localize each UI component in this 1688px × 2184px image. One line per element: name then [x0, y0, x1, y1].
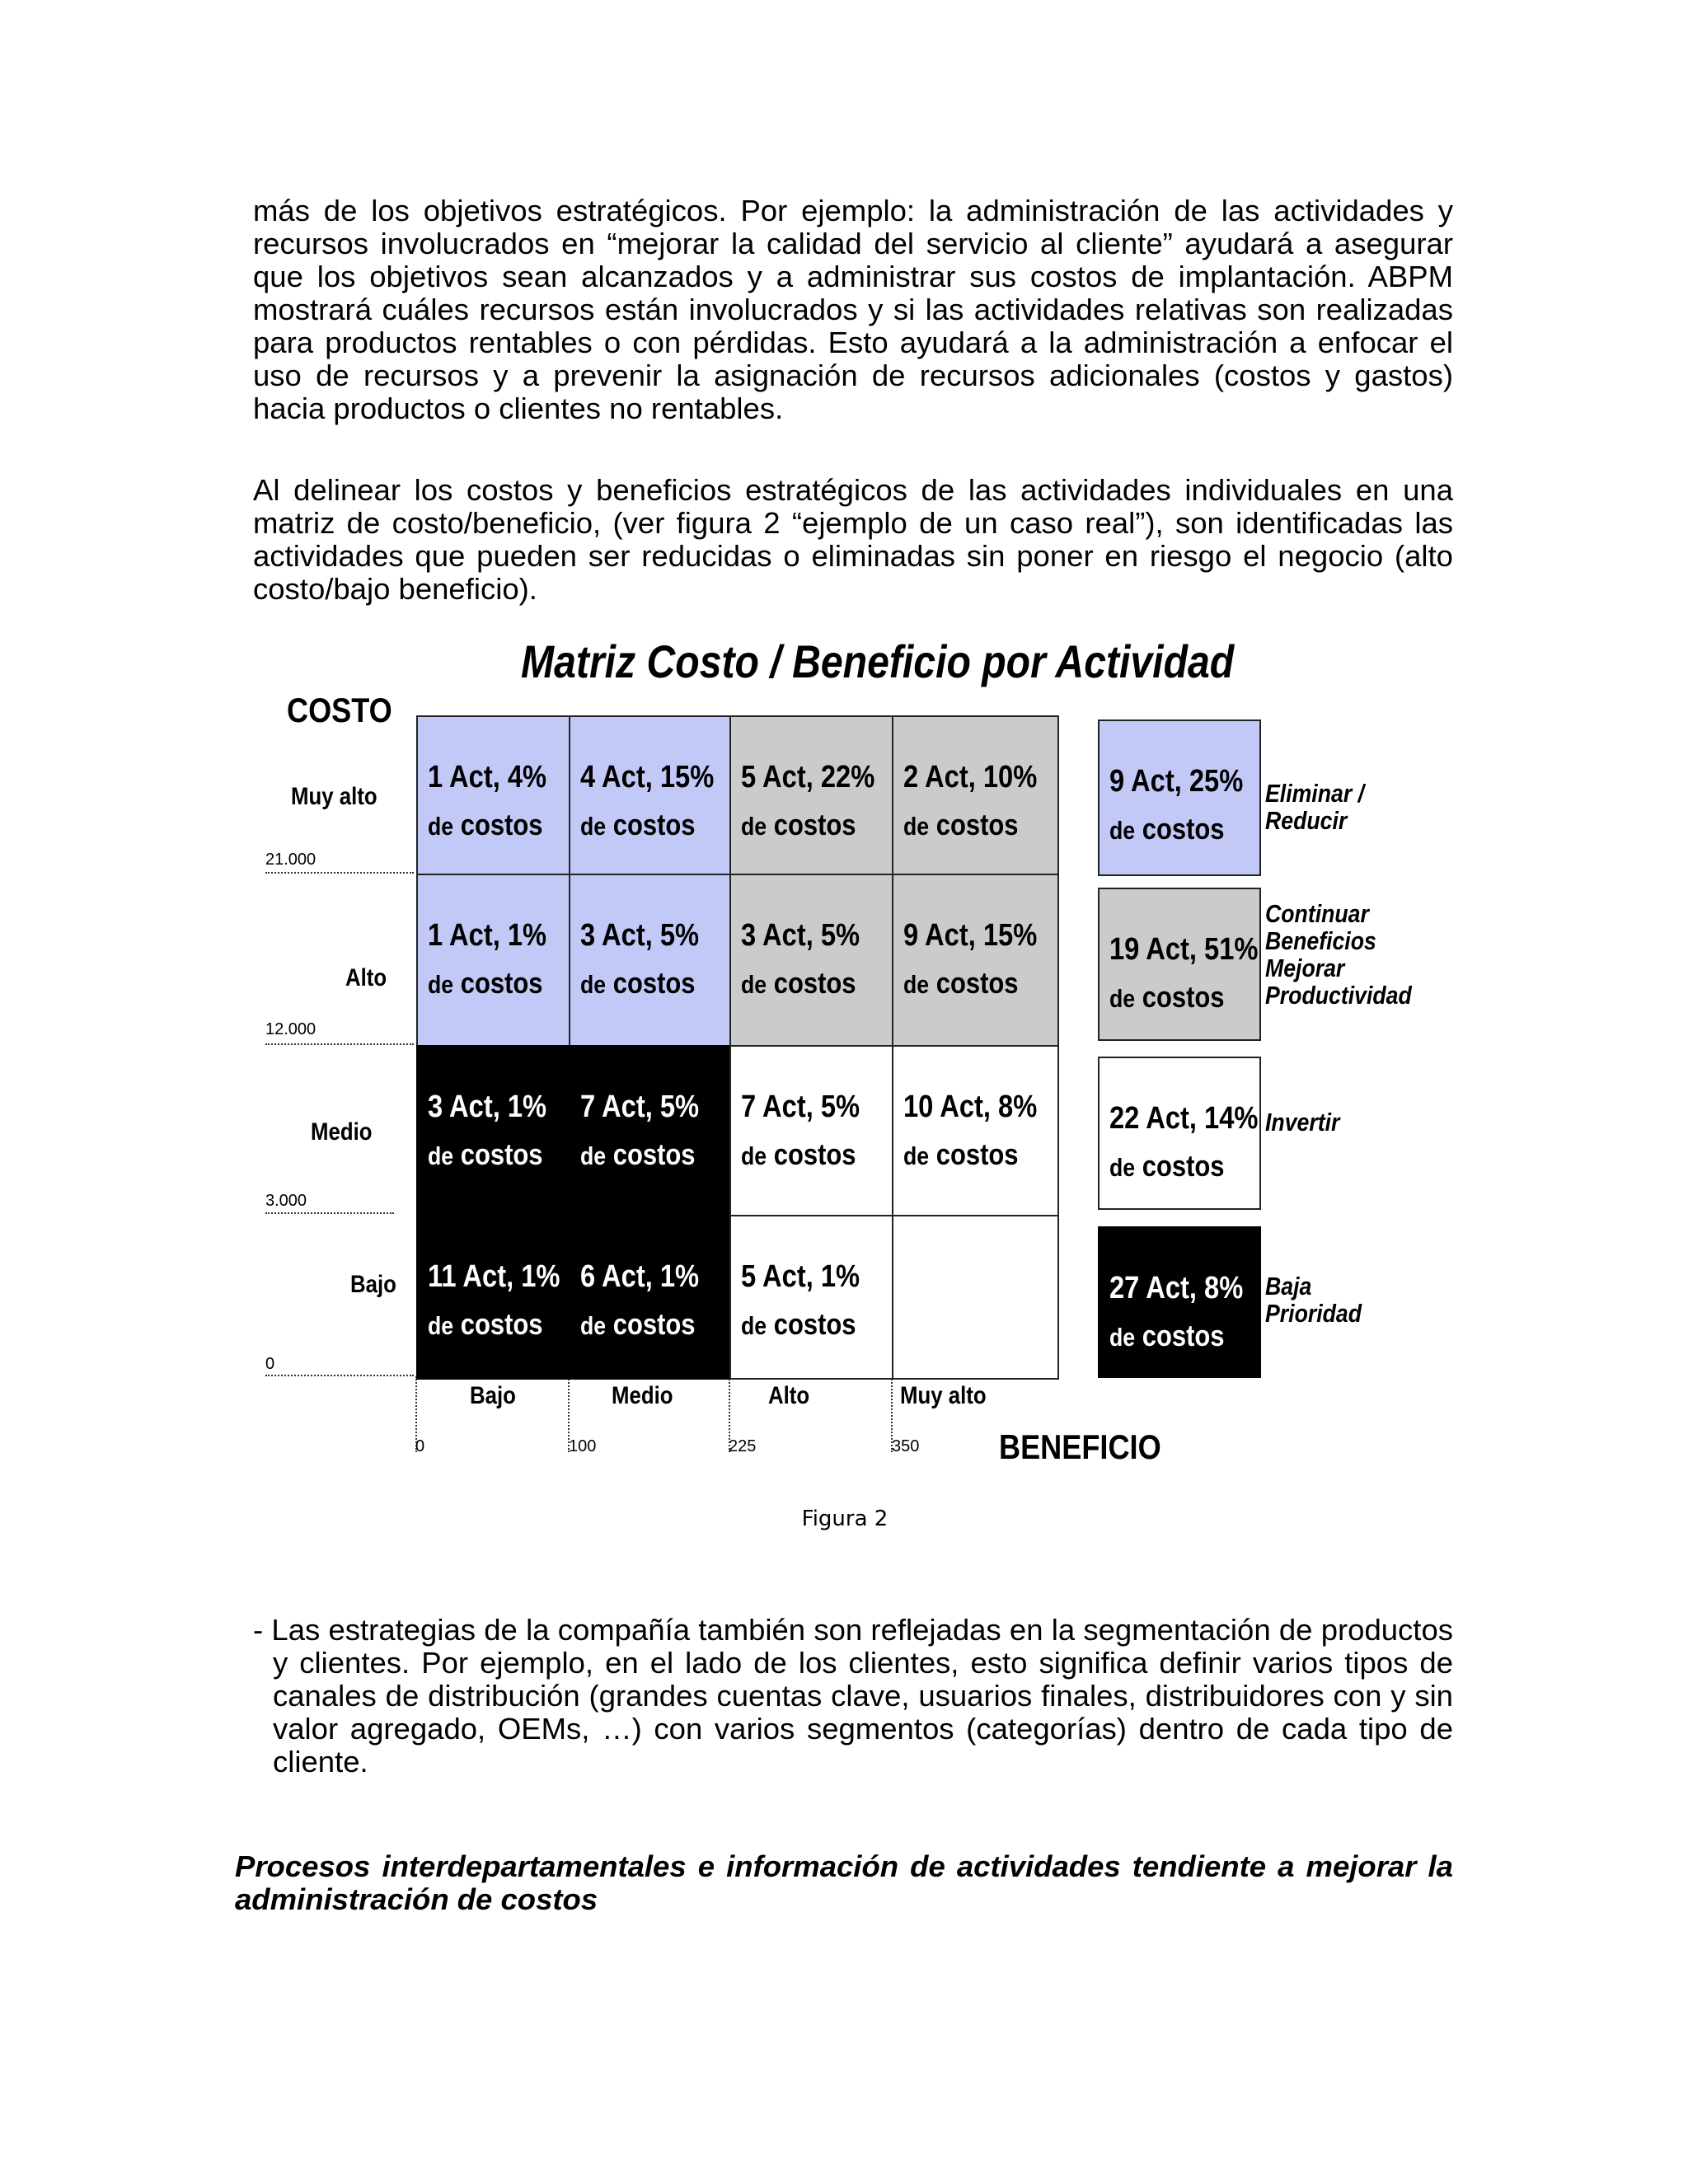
- benefit-tick-100: 100: [569, 1437, 597, 1455]
- cell-cost-label: [1109, 1319, 1225, 1353]
- cell-activity-count: 19 Act, 51%: [1109, 932, 1259, 967]
- matrix-cell: [416, 874, 570, 1047]
- cell-word-costos: costos: [773, 966, 856, 1000]
- matrix-cell: [569, 874, 731, 1047]
- cost-level-muy-alto: Muy alto: [291, 783, 377, 810]
- cell-word-de: de: [741, 812, 767, 841]
- cell-cost-label: [741, 1307, 856, 1342]
- cell-cost-label: [580, 1137, 696, 1172]
- matrix-cell: [892, 715, 1059, 875]
- cell-activity-count: 7 Act, 5%: [580, 1090, 700, 1124]
- strategy-line: Continuar: [1265, 899, 1369, 928]
- matrix-cell: [892, 1045, 1059, 1216]
- strategy-line: Prioridad: [1265, 1299, 1362, 1328]
- benefit-level-alto: Alto: [768, 1382, 810, 1409]
- cell-word-de: de: [903, 812, 930, 841]
- cell-word-de: de: [580, 812, 607, 841]
- cell-word-de: de: [741, 970, 767, 999]
- strategy-line: Invertir: [1265, 1108, 1340, 1137]
- cost-tick-line: [265, 1212, 394, 1214]
- cell-activity-count: 22 Act, 14%: [1109, 1101, 1259, 1136]
- cell-word-costos: costos: [773, 1137, 856, 1171]
- cell-word-costos: costos: [773, 1307, 856, 1341]
- benefit-level-muy-alto: Muy alto: [900, 1382, 987, 1409]
- cell-word-de: de: [903, 970, 930, 999]
- strategy-line: Eliminar /: [1265, 779, 1365, 808]
- cell-cost-label: [1109, 1149, 1225, 1183]
- benefit-level-medio: Medio: [612, 1382, 673, 1409]
- cell-cost-label: [903, 808, 1019, 842]
- cell-word-de: de: [580, 970, 607, 999]
- cell-cost-label: [580, 1307, 696, 1342]
- cell-word-de: de: [428, 812, 454, 841]
- strategy-label: [1265, 780, 1364, 834]
- cell-activity-count: 3 Act, 5%: [580, 918, 700, 953]
- cell-word-de: de: [1109, 1153, 1136, 1182]
- cell-cost-label: [580, 808, 696, 842]
- cell-activity-count: 10 Act, 8%: [903, 1090, 1038, 1124]
- matrix-cell: [892, 1215, 1059, 1380]
- benefit-tick-225: 225: [729, 1437, 757, 1455]
- chart-title: Matriz Costo / Beneficio por Actividad: [521, 635, 1235, 687]
- cell-cost-label: [580, 966, 696, 1001]
- cell-word-costos: costos: [1142, 980, 1225, 1014]
- cell-activity-count: 5 Act, 1%: [741, 1259, 860, 1294]
- cell-activity-count: 9 Act, 25%: [1109, 764, 1244, 799]
- cell-activity-count: 1 Act, 4%: [428, 760, 547, 794]
- cell-word-costos: costos: [612, 808, 696, 841]
- strategy-label: [1265, 900, 1412, 1009]
- matrix-cell: [416, 1045, 570, 1216]
- matrix-cell: [729, 874, 893, 1047]
- cell-cost-label: [741, 966, 856, 1001]
- summary-cell: [1098, 1226, 1261, 1378]
- cell-word-de: de: [903, 1141, 930, 1170]
- cell-word-costos: costos: [773, 808, 856, 841]
- matrix-cell: [569, 1215, 731, 1380]
- strategy-line: Productividad: [1265, 981, 1412, 1010]
- benefit-tick-0: 0: [415, 1437, 425, 1455]
- cost-tick-line: [265, 872, 414, 874]
- summary-cell: [1098, 888, 1261, 1041]
- cell-cost-label: [1109, 812, 1225, 846]
- cell-activity-count: 2 Act, 10%: [903, 760, 1038, 794]
- strategy-line: Reducir: [1265, 806, 1348, 835]
- cell-word-de: de: [580, 1311, 607, 1340]
- cell-cost-label: [741, 1137, 856, 1172]
- strategy-line: Mejorar: [1265, 954, 1345, 982]
- cell-word-de: de: [1109, 816, 1136, 845]
- paragraph-2: Al delinear los costos y beneficios estratégicos de las actividades individuales en una matriz de costo/beneficio, (ver figura 2 “ejemplo de un caso real”), son identificadas las actividades que pueden ser reducidas o eliminadas sin poner en riesgo el negocio (alto costo/bajo beneficio).: [253, 473, 1453, 606]
- cell-cost-label: [903, 1137, 1019, 1172]
- cell-activity-count: 3 Act, 5%: [741, 918, 860, 953]
- summary-cell: [1098, 1057, 1261, 1210]
- cell-cost-label: [903, 966, 1019, 1001]
- cell-word-costos: costos: [935, 1137, 1019, 1171]
- cost-tick-21000: 21.000: [265, 851, 316, 869]
- bullet-paragraph: - Las estrategias de la compañía también son reflejadas en la segmentación de productos y clientes. Por ejemplo, en el lado de los clientes, esto significa definir varios tipos de canales de distribución (grandes cuentas clave, usuarios finales, distribuidores con y sin valor agregado, OEMs, …) con varios segmentos (categorías) dentro de cada tipo de cliente.: [253, 1613, 1453, 1779]
- strategy-label: [1265, 1108, 1339, 1136]
- cell-word-costos: costos: [1142, 1319, 1225, 1352]
- x-axis-title: BENEFICIO: [999, 1427, 1161, 1466]
- strategy-line: Baja: [1265, 1272, 1312, 1301]
- matrix-cell: [569, 1045, 731, 1216]
- cell-word-costos: costos: [612, 966, 696, 1000]
- cell-word-costos: costos: [612, 1137, 696, 1171]
- strategy-label: [1265, 1272, 1362, 1327]
- cost-tick-3000: 3.000: [265, 1192, 307, 1210]
- cell-activity-count: 6 Act, 1%: [580, 1259, 700, 1294]
- paragraph-1: más de los objetivos estratégicos. Por ejemplo: la administración de las actividades y recursos involucrados en “mejorar la calidad del servicio al cliente” ayudará a asegurar que los objetivos sean alcanzados y a administrar sus costos de implantación. ABPM mostrará cuáles recursos están involucrados y si las actividades relativas son realizadas para productos rentables o con pérdidas. Esto ayudará a la administración a enfocar el uso de recursos y a prevenir la asignación de recursos adicionales (costos y gastos) hacia productos o clientes no rentables.: [253, 194, 1453, 425]
- matrix-cell: [416, 715, 570, 875]
- cell-word-de: de: [1109, 984, 1136, 1013]
- cell-word-costos: costos: [460, 1137, 543, 1171]
- strategy-line: Beneficios: [1265, 926, 1376, 955]
- cell-word-de: de: [741, 1311, 767, 1340]
- benefit-level-bajo: Bajo: [470, 1382, 516, 1409]
- cell-word-costos: costos: [460, 1307, 543, 1341]
- benefit-tick-350: 350: [892, 1437, 920, 1455]
- cell-cost-label: [428, 1307, 543, 1342]
- cell-word-costos: costos: [612, 1307, 696, 1341]
- matrix-cell: [892, 874, 1059, 1047]
- cell-activity-count: 5 Act, 22%: [741, 760, 875, 794]
- cost-level-medio: Medio: [311, 1118, 373, 1146]
- cell-activity-count: 7 Act, 5%: [741, 1090, 860, 1124]
- cell-word-costos: costos: [1142, 812, 1225, 846]
- cell-word-de: de: [428, 1311, 454, 1340]
- cost-tick-line: [265, 1375, 414, 1376]
- cell-cost-label: [428, 808, 543, 842]
- cell-word-de: de: [1109, 1323, 1136, 1352]
- section-heading: Procesos interdepartamentales e información de actividades tendiente a mejorar la administración de costos: [235, 1849, 1453, 1916]
- matrix-cell: [569, 715, 731, 875]
- matrix-cell: [729, 1045, 893, 1216]
- cost-tick-0: 0: [265, 1355, 275, 1373]
- cell-activity-count: 27 Act, 8%: [1109, 1271, 1244, 1305]
- cost-tick-line: [265, 1043, 414, 1045]
- cell-activity-count: 9 Act, 15%: [903, 918, 1038, 953]
- cell-activity-count: 1 Act, 1%: [428, 918, 547, 953]
- cell-activity-count: 11 Act, 1%: [428, 1259, 560, 1294]
- cell-activity-count: 4 Act, 15%: [580, 760, 715, 794]
- cell-word-costos: costos: [460, 966, 543, 1000]
- cell-word-costos: costos: [460, 808, 543, 841]
- figure-caption: Figura 2: [801, 1507, 889, 1531]
- cell-cost-label: [428, 966, 543, 1001]
- cost-level-bajo: Bajo: [350, 1271, 396, 1298]
- cell-word-de: de: [428, 970, 454, 999]
- cell-word-costos: costos: [1142, 1149, 1225, 1183]
- cell-word-costos: costos: [935, 966, 1019, 1000]
- matrix-cell: [729, 1215, 893, 1380]
- cell-cost-label: [428, 1137, 543, 1172]
- cell-word-de: de: [580, 1141, 607, 1170]
- summary-cell: [1098, 719, 1261, 876]
- matrix-cell: [416, 1215, 570, 1380]
- cell-word-costos: costos: [935, 808, 1019, 841]
- cost-level-alto: Alto: [345, 964, 387, 991]
- cell-word-de: de: [428, 1141, 454, 1170]
- cell-activity-count: 3 Act, 1%: [428, 1090, 547, 1124]
- cell-cost-label: [741, 808, 856, 842]
- y-axis-title: COSTO: [287, 691, 392, 729]
- matrix-cell: [729, 715, 893, 875]
- cell-cost-label: [1109, 980, 1225, 1015]
- cell-word-de: de: [741, 1141, 767, 1170]
- cost-tick-12000: 12.000: [265, 1020, 316, 1038]
